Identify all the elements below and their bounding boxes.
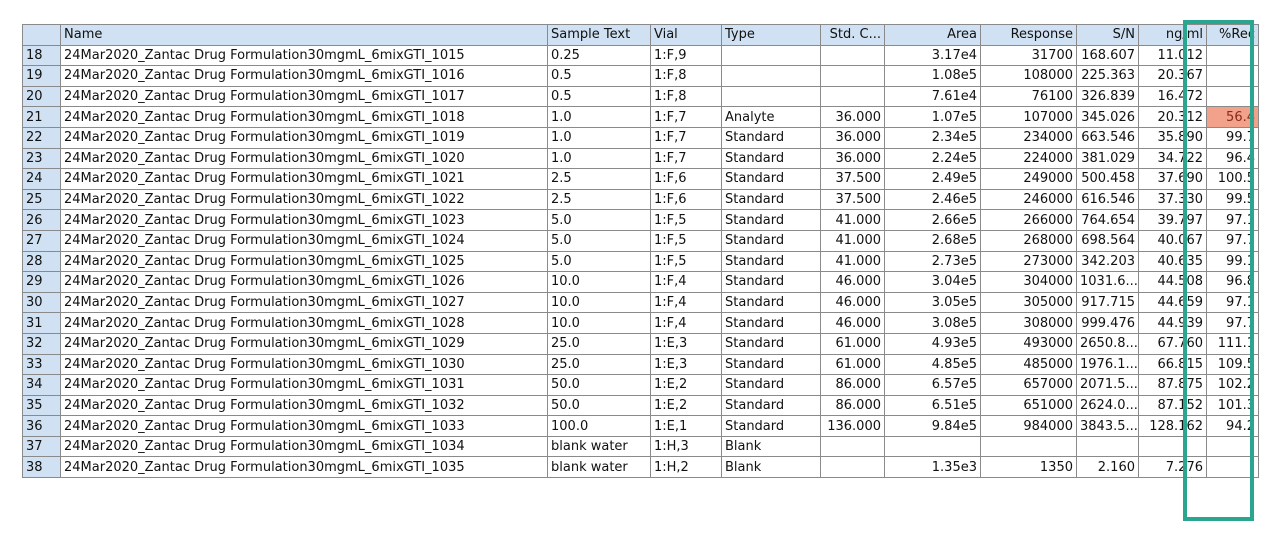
- std-conc-cell[interactable]: 36.000: [821, 107, 885, 128]
- sample-text-cell[interactable]: 5.0: [548, 230, 651, 251]
- sn-cell[interactable]: 381.029: [1077, 148, 1139, 169]
- response-cell[interactable]: 305000: [981, 292, 1077, 313]
- response-cell[interactable]: 76100: [981, 86, 1077, 107]
- ng-ml-cell[interactable]: 7.276: [1139, 457, 1207, 478]
- name-cell[interactable]: 24Mar2020_Zantac Drug Formulation30mgmL_6mixGTI_1023: [61, 210, 548, 231]
- std-conc-cell[interactable]: 61.000: [821, 354, 885, 375]
- percent-recovery-cell[interactable]: 101.3: [1207, 395, 1259, 416]
- sn-cell[interactable]: 2650.8...: [1077, 333, 1139, 354]
- ng-ml-cell[interactable]: 35.890: [1139, 127, 1207, 148]
- row-number-cell[interactable]: 23: [23, 148, 61, 169]
- column-header-percent-recovery[interactable]: %Rec: [1207, 25, 1259, 46]
- area-cell[interactable]: 2.34e5: [885, 127, 981, 148]
- ng-ml-cell[interactable]: 87.875: [1139, 375, 1207, 396]
- area-cell[interactable]: 3.04e5: [885, 272, 981, 293]
- response-cell[interactable]: 107000: [981, 107, 1077, 128]
- percent-recovery-cell[interactable]: 97.7: [1207, 230, 1259, 251]
- table-row[interactable]: [23, 66, 1259, 87]
- response-cell[interactable]: 984000: [981, 416, 1077, 437]
- row-number-cell[interactable]: 34: [23, 375, 61, 396]
- area-cell[interactable]: 1.35e3: [885, 457, 981, 478]
- sn-cell[interactable]: 3843.5...: [1077, 416, 1139, 437]
- response-cell[interactable]: 108000: [981, 66, 1077, 87]
- table-row[interactable]: [23, 230, 1259, 251]
- vial-cell[interactable]: 1:E,3: [651, 354, 722, 375]
- sn-cell[interactable]: 342.203: [1077, 251, 1139, 272]
- ng-ml-cell[interactable]: 87.152: [1139, 395, 1207, 416]
- row-number-cell[interactable]: 21: [23, 107, 61, 128]
- row-number-cell[interactable]: 19: [23, 66, 61, 87]
- percent-recovery-cell[interactable]: 102.2: [1207, 375, 1259, 396]
- ng-ml-cell[interactable]: 37.690: [1139, 169, 1207, 190]
- vial-cell[interactable]: 1:F,5: [651, 210, 722, 231]
- response-cell[interactable]: 651000: [981, 395, 1077, 416]
- results-table: [22, 24, 1259, 478]
- sample-text-cell[interactable]: 1.0: [548, 148, 651, 169]
- vial-cell[interactable]: 1:F,9: [651, 45, 722, 66]
- sn-cell[interactable]: [1077, 436, 1139, 457]
- response-cell[interactable]: 485000: [981, 354, 1077, 375]
- name-cell[interactable]: 24Mar2020_Zantac Drug Formulation30mgmL_6mixGTI_1032: [61, 395, 548, 416]
- name-cell[interactable]: 24Mar2020_Zantac Drug Formulation30mgmL_6mixGTI_1024: [61, 230, 548, 251]
- sample-text-cell[interactable]: 5.0: [548, 210, 651, 231]
- ng-ml-cell[interactable]: [1139, 436, 1207, 457]
- type-cell[interactable]: Standard: [722, 292, 821, 313]
- row-number-cell[interactable]: 30: [23, 292, 61, 313]
- sample-text-cell[interactable]: 10.0: [548, 292, 651, 313]
- name-cell[interactable]: 24Mar2020_Zantac Drug Formulation30mgmL_6mixGTI_1022: [61, 189, 548, 210]
- response-cell[interactable]: 234000: [981, 127, 1077, 148]
- ng-ml-cell[interactable]: 67.760: [1139, 333, 1207, 354]
- name-cell[interactable]: 24Mar2020_Zantac Drug Formulation30mgmL_6mixGTI_1028: [61, 313, 548, 334]
- ng-ml-cell[interactable]: 37.330: [1139, 189, 1207, 210]
- percent-recovery-cell[interactable]: 109.5: [1207, 354, 1259, 375]
- table-row[interactable]: [23, 107, 1259, 128]
- area-cell[interactable]: 6.57e5: [885, 375, 981, 396]
- std-conc-cell[interactable]: 36.000: [821, 148, 885, 169]
- ng-ml-cell[interactable]: 39.797: [1139, 210, 1207, 231]
- ng-ml-cell[interactable]: 11.012: [1139, 45, 1207, 66]
- sample-text-cell[interactable]: 25.0: [548, 354, 651, 375]
- sn-cell[interactable]: 764.654: [1077, 210, 1139, 231]
- vial-cell[interactable]: 1:E,2: [651, 395, 722, 416]
- response-cell[interactable]: 249000: [981, 169, 1077, 190]
- ng-ml-cell[interactable]: 40.067: [1139, 230, 1207, 251]
- std-conc-cell[interactable]: 46.000: [821, 272, 885, 293]
- sample-text-cell[interactable]: 0.25: [548, 45, 651, 66]
- name-cell[interactable]: 24Mar2020_Zantac Drug Formulation30mgmL_6mixGTI_1029: [61, 333, 548, 354]
- area-cell[interactable]: 3.17e4: [885, 45, 981, 66]
- area-cell[interactable]: 1.08e5: [885, 66, 981, 87]
- type-cell[interactable]: Standard: [722, 189, 821, 210]
- column-header-response[interactable]: Response: [981, 25, 1077, 46]
- ng-ml-cell[interactable]: 40.635: [1139, 251, 1207, 272]
- ng-ml-cell[interactable]: 44.939: [1139, 313, 1207, 334]
- vial-cell[interactable]: 1:F,8: [651, 66, 722, 87]
- sn-cell[interactable]: 168.607: [1077, 45, 1139, 66]
- area-cell[interactable]: 2.68e5: [885, 230, 981, 251]
- name-cell[interactable]: 24Mar2020_Zantac Drug Formulation30mgmL_6mixGTI_1025: [61, 251, 548, 272]
- ng-ml-cell[interactable]: 20.312: [1139, 107, 1207, 128]
- name-cell[interactable]: 24Mar2020_Zantac Drug Formulation30mgmL_6mixGTI_1021: [61, 169, 548, 190]
- area-cell[interactable]: 9.84e5: [885, 416, 981, 437]
- percent-recovery-cell[interactable]: 99.5: [1207, 189, 1259, 210]
- vial-cell[interactable]: 1:F,4: [651, 313, 722, 334]
- std-conc-cell[interactable]: 41.000: [821, 210, 885, 231]
- std-conc-cell[interactable]: [821, 66, 885, 87]
- sn-cell[interactable]: 1031.6...: [1077, 272, 1139, 293]
- sn-cell[interactable]: 326.839: [1077, 86, 1139, 107]
- ng-ml-cell[interactable]: 44.659: [1139, 292, 1207, 313]
- sn-cell[interactable]: 2.160: [1077, 457, 1139, 478]
- ng-ml-cell[interactable]: 44.508: [1139, 272, 1207, 293]
- column-header-vial[interactable]: Vial: [651, 25, 722, 46]
- vial-cell[interactable]: 1:H,2: [651, 457, 722, 478]
- vial-cell[interactable]: 1:F,6: [651, 169, 722, 190]
- vial-cell[interactable]: 1:E,3: [651, 333, 722, 354]
- area-cell[interactable]: 4.93e5: [885, 333, 981, 354]
- vial-cell[interactable]: 1:F,5: [651, 230, 722, 251]
- table-row[interactable]: [23, 375, 1259, 396]
- sample-text-cell[interactable]: blank water: [548, 436, 651, 457]
- table-row[interactable]: [23, 251, 1259, 272]
- sn-cell[interactable]: 616.546: [1077, 189, 1139, 210]
- area-cell[interactable]: 2.73e5: [885, 251, 981, 272]
- response-cell[interactable]: 493000: [981, 333, 1077, 354]
- type-cell[interactable]: Standard: [722, 210, 821, 231]
- percent-recovery-cell[interactable]: [1207, 436, 1259, 457]
- row-number-cell[interactable]: 26: [23, 210, 61, 231]
- row-number-cell[interactable]: 28: [23, 251, 61, 272]
- table-row[interactable]: [23, 457, 1259, 478]
- response-cell[interactable]: 266000: [981, 210, 1077, 231]
- std-conc-cell[interactable]: 36.000: [821, 127, 885, 148]
- column-header-std-conc[interactable]: Std. C...: [821, 25, 885, 46]
- area-cell[interactable]: 2.49e5: [885, 169, 981, 190]
- ng-ml-cell[interactable]: 66.815: [1139, 354, 1207, 375]
- sample-text-cell[interactable]: 10.0: [548, 313, 651, 334]
- name-cell[interactable]: 24Mar2020_Zantac Drug Formulation30mgmL_6mixGTI_1016: [61, 66, 548, 87]
- row-number-cell[interactable]: 25: [23, 189, 61, 210]
- sn-cell[interactable]: 1976.1...: [1077, 354, 1139, 375]
- sn-cell[interactable]: 500.458: [1077, 169, 1139, 190]
- sn-cell[interactable]: 917.715: [1077, 292, 1139, 313]
- area-cell[interactable]: 3.08e5: [885, 313, 981, 334]
- row-number-cell[interactable]: 32: [23, 333, 61, 354]
- percent-recovery-cell[interactable]: [1207, 86, 1259, 107]
- row-number-cell[interactable]: 38: [23, 457, 61, 478]
- area-cell[interactable]: 4.85e5: [885, 354, 981, 375]
- table-row[interactable]: [23, 210, 1259, 231]
- sample-text-cell[interactable]: 1.0: [548, 127, 651, 148]
- area-cell[interactable]: 1.07e5: [885, 107, 981, 128]
- table-row[interactable]: [23, 148, 1259, 169]
- ng-ml-cell[interactable]: 34.722: [1139, 148, 1207, 169]
- name-cell[interactable]: 24Mar2020_Zantac Drug Formulation30mgmL_6mixGTI_1017: [61, 86, 548, 107]
- std-conc-cell[interactable]: 37.500: [821, 189, 885, 210]
- sample-text-cell[interactable]: 10.0: [548, 272, 651, 293]
- percent-recovery-cell[interactable]: 94.2: [1207, 416, 1259, 437]
- sn-cell[interactable]: 2071.5...: [1077, 375, 1139, 396]
- sample-text-cell[interactable]: 50.0: [548, 395, 651, 416]
- sample-text-cell[interactable]: 50.0: [548, 375, 651, 396]
- results-table-body: [23, 45, 1259, 477]
- row-number-header[interactable]: [23, 25, 61, 46]
- sample-text-cell[interactable]: 25.0: [548, 333, 651, 354]
- column-header-name[interactable]: Name: [61, 25, 548, 46]
- table-row[interactable]: [23, 313, 1259, 334]
- name-cell[interactable]: 24Mar2020_Zantac Drug Formulation30mgmL_6mixGTI_1030: [61, 354, 548, 375]
- vial-cell[interactable]: 1:F,7: [651, 148, 722, 169]
- table-row[interactable]: [23, 416, 1259, 437]
- area-cell[interactable]: 2.24e5: [885, 148, 981, 169]
- row-number-cell[interactable]: 20: [23, 86, 61, 107]
- percent-recovery-cell[interactable]: 97.1: [1207, 210, 1259, 231]
- percent-recovery-cell[interactable]: [1207, 457, 1259, 478]
- vial-cell[interactable]: 1:F,8: [651, 86, 722, 107]
- name-cell[interactable]: 24Mar2020_Zantac Drug Formulation30mgmL_6mixGTI_1035: [61, 457, 548, 478]
- type-cell[interactable]: Standard: [722, 230, 821, 251]
- area-cell[interactable]: 2.46e5: [885, 189, 981, 210]
- response-cell[interactable]: 304000: [981, 272, 1077, 293]
- row-number-cell[interactable]: 35: [23, 395, 61, 416]
- area-cell[interactable]: [885, 436, 981, 457]
- sample-text-cell[interactable]: 0.5: [548, 86, 651, 107]
- vial-cell[interactable]: 1:E,2: [651, 375, 722, 396]
- type-cell[interactable]: Standard: [722, 416, 821, 437]
- percent-recovery-cell[interactable]: 96.8: [1207, 272, 1259, 293]
- sn-cell[interactable]: 225.363: [1077, 66, 1139, 87]
- type-cell[interactable]: Standard: [722, 272, 821, 293]
- sn-cell[interactable]: 345.026: [1077, 107, 1139, 128]
- table-row[interactable]: [23, 333, 1259, 354]
- column-header-type[interactable]: Type: [722, 25, 821, 46]
- table-row[interactable]: [23, 272, 1259, 293]
- sample-text-cell[interactable]: 0.5: [548, 66, 651, 87]
- std-conc-cell[interactable]: [821, 86, 885, 107]
- std-conc-cell[interactable]: 41.000: [821, 251, 885, 272]
- ng-ml-cell[interactable]: 16.472: [1139, 86, 1207, 107]
- row-number-cell[interactable]: 22: [23, 127, 61, 148]
- std-conc-cell[interactable]: [821, 436, 885, 457]
- response-cell[interactable]: [981, 436, 1077, 457]
- std-conc-cell[interactable]: 46.000: [821, 292, 885, 313]
- type-cell[interactable]: [722, 66, 821, 87]
- sn-cell[interactable]: 663.546: [1077, 127, 1139, 148]
- percent-recovery-cell[interactable]: [1207, 45, 1259, 66]
- std-conc-cell[interactable]: 136.000: [821, 416, 885, 437]
- response-cell[interactable]: 224000: [981, 148, 1077, 169]
- row-number-cell[interactable]: 36: [23, 416, 61, 437]
- type-cell[interactable]: Standard: [722, 333, 821, 354]
- name-cell[interactable]: 24Mar2020_Zantac Drug Formulation30mgmL_6mixGTI_1015: [61, 45, 548, 66]
- vial-cell[interactable]: 1:F,7: [651, 107, 722, 128]
- vial-cell[interactable]: 1:H,3: [651, 436, 722, 457]
- percent-recovery-cell[interactable]: 100.5: [1207, 169, 1259, 190]
- type-cell[interactable]: Standard: [722, 148, 821, 169]
- sn-cell[interactable]: 698.564: [1077, 230, 1139, 251]
- sample-text-cell[interactable]: 2.5: [548, 189, 651, 210]
- vial-cell[interactable]: 1:F,4: [651, 272, 722, 293]
- std-conc-cell[interactable]: [821, 457, 885, 478]
- area-cell[interactable]: 7.61e4: [885, 86, 981, 107]
- name-cell[interactable]: 24Mar2020_Zantac Drug Formulation30mgmL_6mixGTI_1027: [61, 292, 548, 313]
- percent-recovery-cell[interactable]: 56.4: [1207, 107, 1259, 128]
- response-cell[interactable]: 273000: [981, 251, 1077, 272]
- table-row[interactable]: [23, 292, 1259, 313]
- std-conc-cell[interactable]: 86.000: [821, 395, 885, 416]
- vial-cell[interactable]: 1:E,1: [651, 416, 722, 437]
- row-number-cell[interactable]: 31: [23, 313, 61, 334]
- name-cell[interactable]: 24Mar2020_Zantac Drug Formulation30mgmL_6mixGTI_1018: [61, 107, 548, 128]
- name-cell[interactable]: 24Mar2020_Zantac Drug Formulation30mgmL_6mixGTI_1031: [61, 375, 548, 396]
- table-row[interactable]: [23, 86, 1259, 107]
- type-cell[interactable]: [722, 86, 821, 107]
- row-number-cell[interactable]: 29: [23, 272, 61, 293]
- percent-recovery-cell[interactable]: 97.1: [1207, 292, 1259, 313]
- percent-recovery-cell[interactable]: 111.1: [1207, 333, 1259, 354]
- type-cell[interactable]: Standard: [722, 127, 821, 148]
- table-row[interactable]: [23, 169, 1259, 190]
- std-conc-cell[interactable]: 61.000: [821, 333, 885, 354]
- percent-recovery-cell[interactable]: 99.1: [1207, 251, 1259, 272]
- response-cell[interactable]: 1350: [981, 457, 1077, 478]
- table-row[interactable]: [23, 436, 1259, 457]
- column-header-sn[interactable]: S/N: [1077, 25, 1139, 46]
- type-cell[interactable]: Blank: [722, 457, 821, 478]
- sample-text-cell[interactable]: 100.0: [548, 416, 651, 437]
- column-header-sample-text[interactable]: Sample Text: [548, 25, 651, 46]
- percent-recovery-cell[interactable]: 96.4: [1207, 148, 1259, 169]
- table-row[interactable]: [23, 189, 1259, 210]
- std-conc-cell[interactable]: 46.000: [821, 313, 885, 334]
- sample-text-cell[interactable]: blank water: [548, 457, 651, 478]
- type-cell[interactable]: Analyte: [722, 107, 821, 128]
- row-number-cell[interactable]: 33: [23, 354, 61, 375]
- response-cell[interactable]: 268000: [981, 230, 1077, 251]
- name-cell[interactable]: 24Mar2020_Zantac Drug Formulation30mgmL_6mixGTI_1019: [61, 127, 548, 148]
- response-cell[interactable]: 308000: [981, 313, 1077, 334]
- table-row[interactable]: [23, 45, 1259, 66]
- table-row[interactable]: [23, 395, 1259, 416]
- name-cell[interactable]: 24Mar2020_Zantac Drug Formulation30mgmL_6mixGTI_1026: [61, 272, 548, 293]
- type-cell[interactable]: Standard: [722, 169, 821, 190]
- name-cell[interactable]: 24Mar2020_Zantac Drug Formulation30mgmL_6mixGTI_1020: [61, 148, 548, 169]
- type-cell[interactable]: Standard: [722, 375, 821, 396]
- std-conc-cell[interactable]: 37.500: [821, 169, 885, 190]
- row-number-cell[interactable]: 27: [23, 230, 61, 251]
- row-number-cell[interactable]: 18: [23, 45, 61, 66]
- ng-ml-cell[interactable]: 20.367: [1139, 66, 1207, 87]
- percent-recovery-cell[interactable]: [1207, 66, 1259, 87]
- type-cell[interactable]: Standard: [722, 395, 821, 416]
- std-conc-cell[interactable]: [821, 45, 885, 66]
- results-table-frame: [22, 24, 1258, 520]
- response-cell[interactable]: 246000: [981, 189, 1077, 210]
- ng-ml-cell[interactable]: 128.162: [1139, 416, 1207, 437]
- percent-recovery-cell[interactable]: 97.7: [1207, 313, 1259, 334]
- vial-cell[interactable]: 1:F,7: [651, 127, 722, 148]
- vial-cell[interactable]: 1:F,4: [651, 292, 722, 313]
- column-header-area[interactable]: Area: [885, 25, 981, 46]
- row-number-cell[interactable]: 37: [23, 436, 61, 457]
- name-cell[interactable]: 24Mar2020_Zantac Drug Formulation30mgmL_6mixGTI_1034: [61, 436, 548, 457]
- vial-cell[interactable]: 1:F,6: [651, 189, 722, 210]
- table-row[interactable]: [23, 127, 1259, 148]
- header-row: [23, 25, 1259, 46]
- area-cell[interactable]: 6.51e5: [885, 395, 981, 416]
- row-number-cell[interactable]: 24: [23, 169, 61, 190]
- table-row[interactable]: [23, 354, 1259, 375]
- type-cell[interactable]: [722, 45, 821, 66]
- std-conc-cell[interactable]: 41.000: [821, 230, 885, 251]
- area-cell[interactable]: 2.66e5: [885, 210, 981, 231]
- area-cell[interactable]: 3.05e5: [885, 292, 981, 313]
- sample-text-cell[interactable]: 1.0: [548, 107, 651, 128]
- type-cell[interactable]: Standard: [722, 354, 821, 375]
- name-cell[interactable]: 24Mar2020_Zantac Drug Formulation30mgmL_6mixGTI_1033: [61, 416, 548, 437]
- vial-cell[interactable]: 1:F,5: [651, 251, 722, 272]
- sn-cell[interactable]: 2624.0...: [1077, 395, 1139, 416]
- sample-text-cell[interactable]: 5.0: [548, 251, 651, 272]
- response-cell[interactable]: 657000: [981, 375, 1077, 396]
- percent-recovery-cell[interactable]: 99.7: [1207, 127, 1259, 148]
- response-cell[interactable]: 31700: [981, 45, 1077, 66]
- sample-text-cell[interactable]: 2.5: [548, 169, 651, 190]
- sn-cell[interactable]: 999.476: [1077, 313, 1139, 334]
- type-cell[interactable]: Standard: [722, 251, 821, 272]
- type-cell[interactable]: Standard: [722, 313, 821, 334]
- type-cell[interactable]: Blank: [722, 436, 821, 457]
- std-conc-cell[interactable]: 86.000: [821, 375, 885, 396]
- column-header-ng-ml[interactable]: ng/ml: [1139, 25, 1207, 46]
